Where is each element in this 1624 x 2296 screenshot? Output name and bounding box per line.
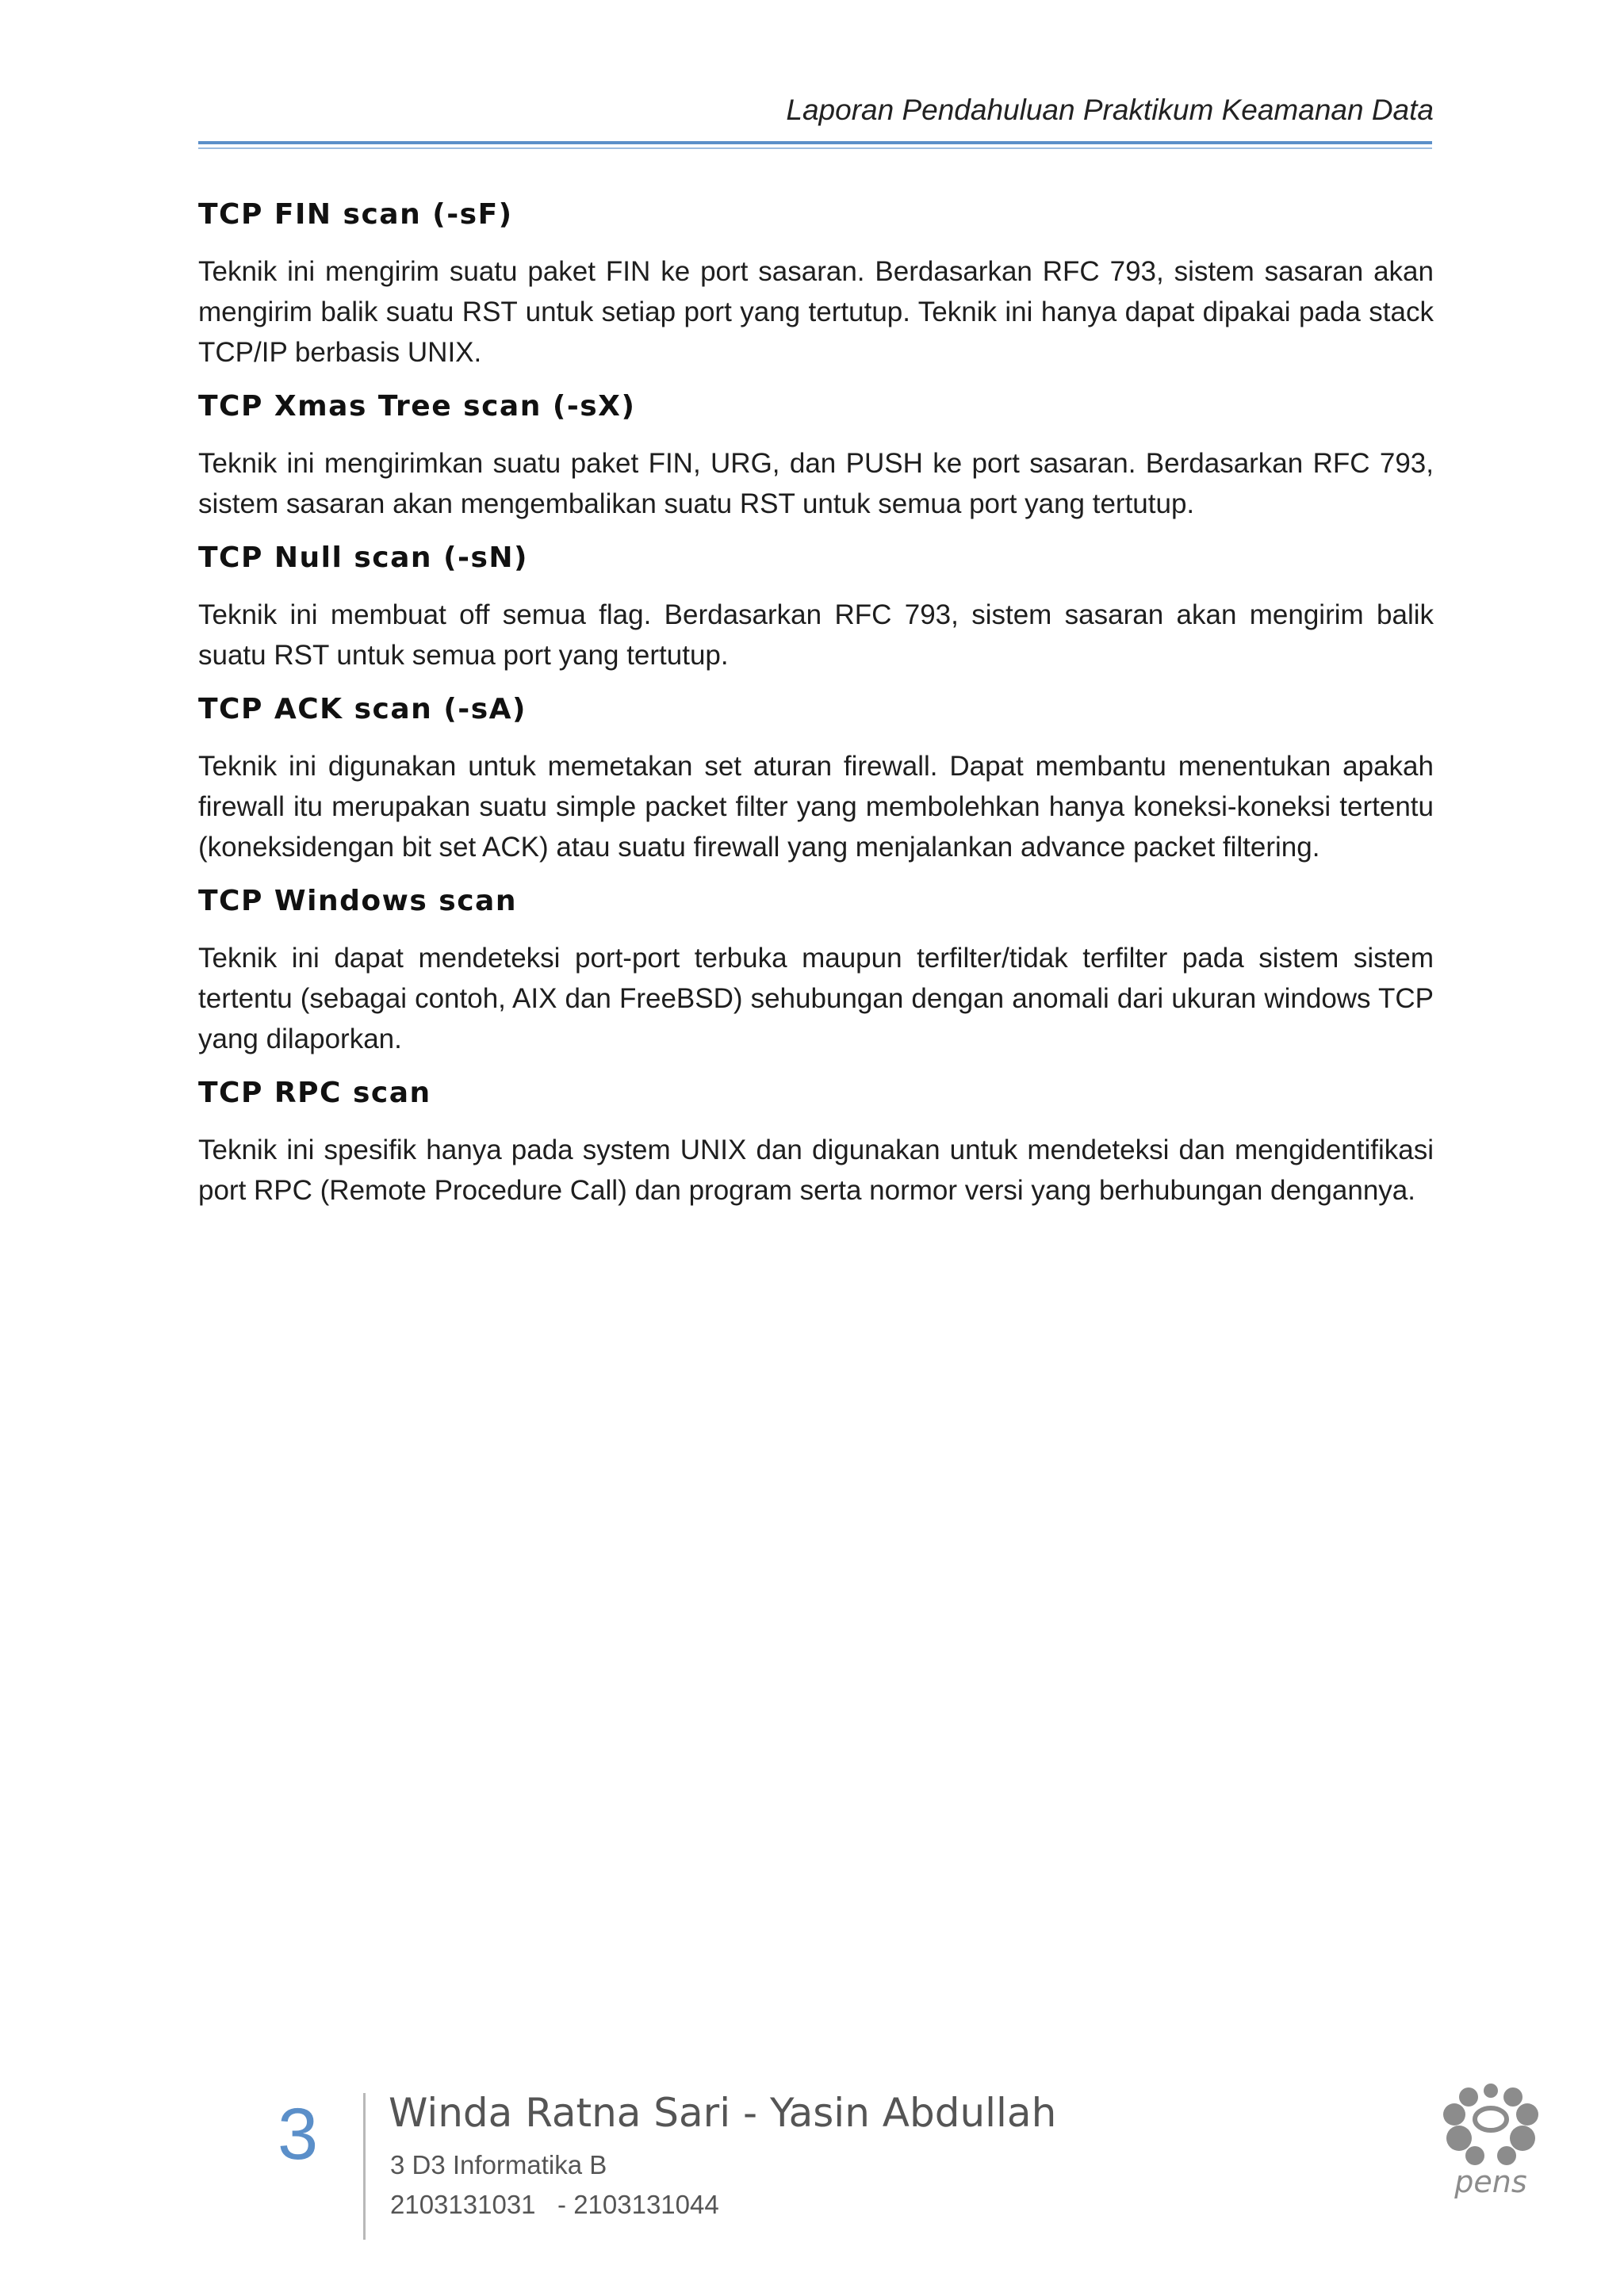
footer-divider bbox=[363, 2093, 366, 2240]
document-body bbox=[198, 198, 1434, 1228]
section-body-windows-scan: Teknik ini dapat mendeteksi port-port terbuka maupun terfilter/tidak terfilter pada sistem sistem tertentu (sebagai contoh, AIX dan FreeBSD) sehubungan dengan anomali dari ukuran windows TCP yang dilaporkan. bbox=[198, 943, 1434, 1054]
header-rule-thin bbox=[198, 147, 1432, 149]
page-header-title: Laporan Pendahuluan Praktikum Keamanan Data bbox=[786, 94, 1434, 126]
section-heading-null-scan: TCP Null scan (-sN) bbox=[198, 541, 528, 574]
section-heading-xmas-scan: TCP Xmas Tree scan (-sX) bbox=[198, 390, 636, 423]
pens-logo-icon bbox=[1427, 2073, 1554, 2200]
section-body-null-scan: Teknik ini membuat off semua flag. Berdasarkan RFC 793, sistem sasaran akan mengirim balik suatu RST untuk semua port yang tertutup. bbox=[198, 599, 1434, 671]
section-heading-fin-scan: TCP FIN scan (-sF) bbox=[198, 198, 513, 231]
page-number: 3 bbox=[278, 2094, 319, 2175]
footer-class: 3 D3 Informatika B bbox=[390, 2150, 607, 2179]
section-heading-ack-scan: TCP ACK scan (-sA) bbox=[198, 693, 527, 725]
section-heading-rpc-scan: TCP RPC scan bbox=[198, 1077, 431, 1109]
footer-nrp: 2103131031 - 2103131044 bbox=[390, 2190, 719, 2219]
section-heading-windows-scan: TCP Windows scan bbox=[198, 885, 517, 917]
section-body-ack-scan: Teknik ini digunakan untuk memetakan set aturan firewall. Dapat membantu menentukan apakah firewall itu merupakan suatu simple packet filter yang membolehkan hanya koneksi-koneksi tertentu (koneksidengan bit set ACK) atau suatu firewall yang menjalankan advance packet filtering. bbox=[198, 751, 1434, 863]
pens-logo-text: pens bbox=[1454, 2164, 1527, 2199]
section-body-fin-scan: Teknik ini mengirim suatu paket FIN ke port sasaran. Berdasarkan RFC 793, sistem sasaran akan mengirim balik suatu RST untuk setiap port yang tertutup. Teknik ini hanya dapat dipakai pada stack TCP/IP berbasis UNIX. bbox=[198, 256, 1434, 368]
header-rule bbox=[198, 141, 1432, 144]
section-body-rpc-scan: Teknik ini spesifik hanya pada system UNIX dan digunakan untuk mendeteksi dan mengidentifikasi port RPC (Remote Procedure Call) dan program serta normor versi yang berhubungan dengannya. bbox=[198, 1135, 1434, 1206]
footer-authors: Winda Ratna Sari - Yasin Abdullah bbox=[389, 2090, 1057, 2136]
section-body-xmas-scan: Teknik ini mengirimkan suatu paket FIN, URG, dan PUSH ke port sasaran. Berdasarkan RFC 793, sistem sasaran akan mengembalikan suatu RST untuk semua port yang tertutup. bbox=[198, 448, 1434, 519]
